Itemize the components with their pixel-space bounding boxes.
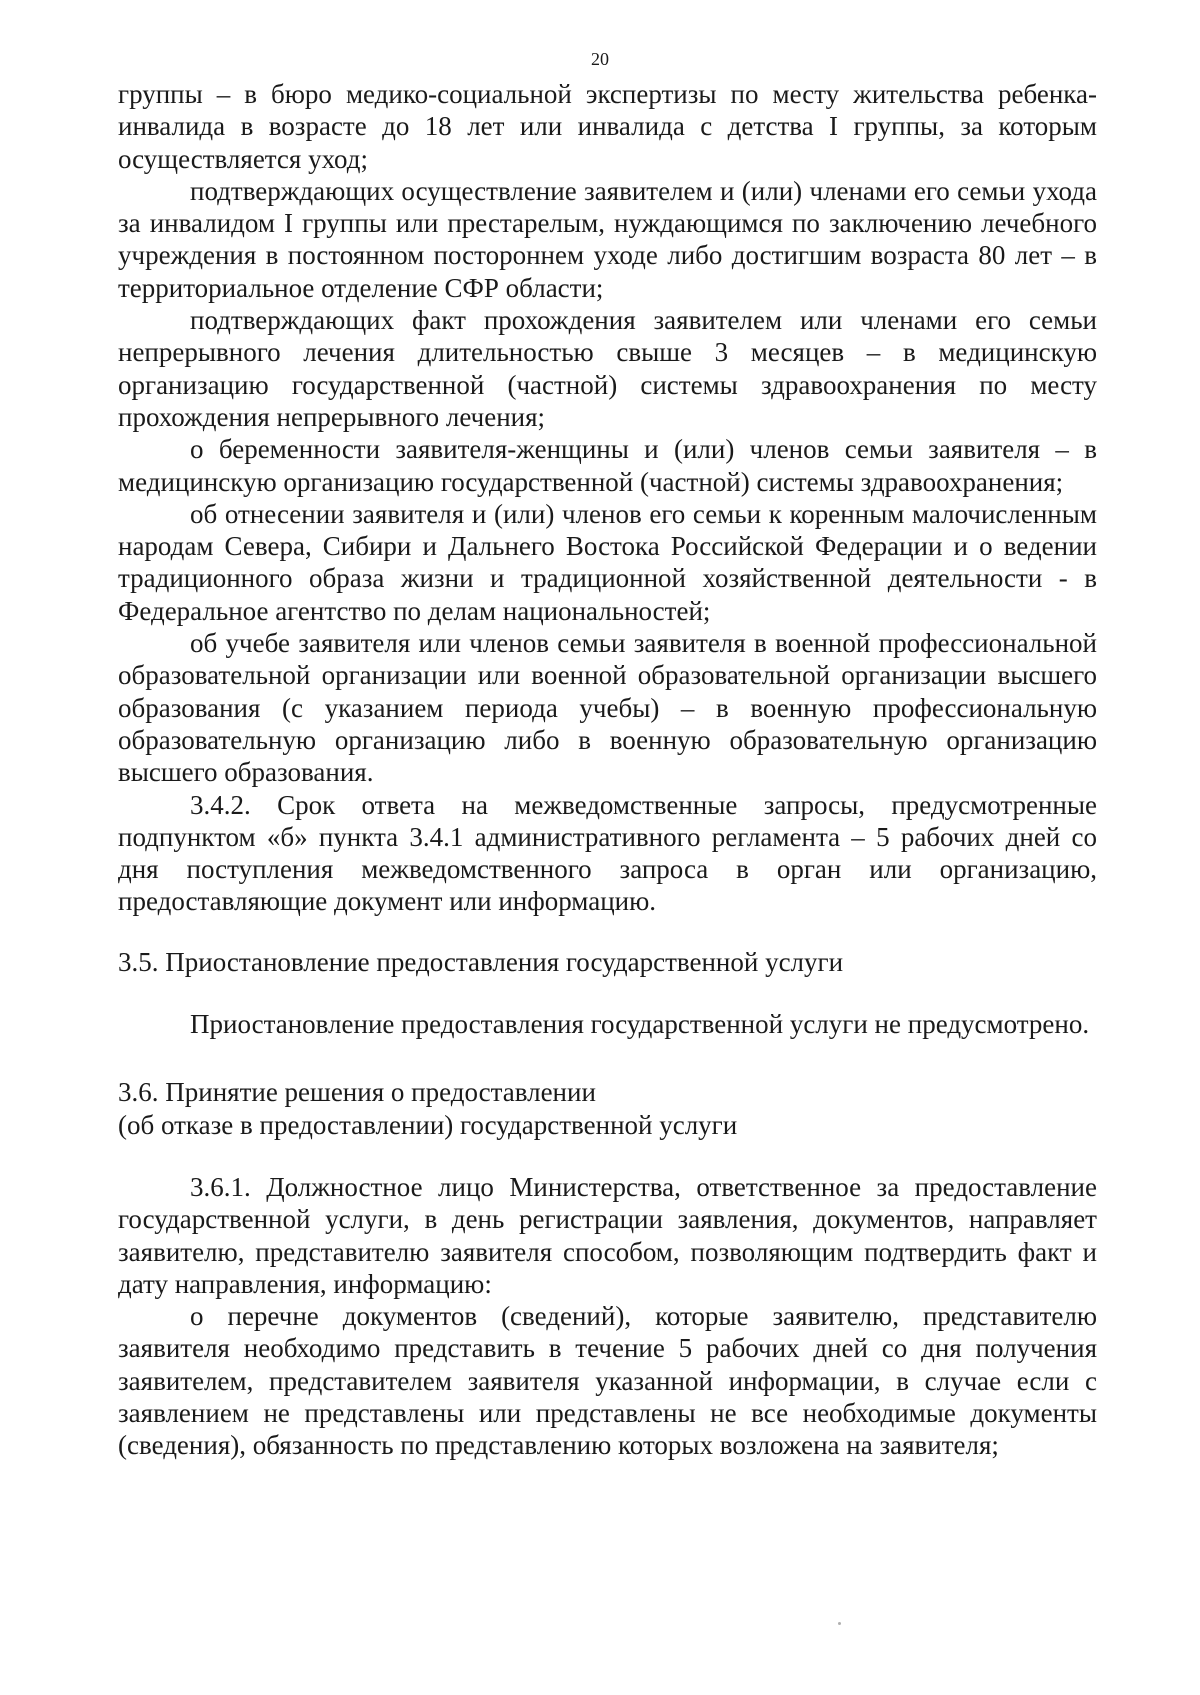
paragraph-response-deadline: 3.4.2. Срок ответа на межведомственные запросы, предусмотренные подпунктом «б» пункта 3.4.1 административного регламента – 5 рабочих дней со дня поступления межведомственного запроса в орган или организацию, предоставляющие документ или информацию. <box>118 789 1097 917</box>
page-number: 20 <box>591 49 609 69</box>
paragraph-military-education: об учебе заявителя или членов семьи заявителя в военной профессиональной образовательной организации или военной образовательной организации высшего образования (с указанием периода учебы) – в военную профессиональную образовательную организацию либо в военную образовательную организацию высшего образования. <box>118 628 1097 788</box>
paragraph-care-confirmation: подтверждающих осуществление заявителем и (или) членами его семьи ухода за инвалидом I группы или престарелым, нуждающимся по заключению лечебного учреждения в постоянном постороннем уходе либо достигшим возраста 80 лет – в территориальное отделение СФР области; <box>118 175 1097 303</box>
paragraph-treatment-confirmation: подтверждающих факт прохождения заявителем или членами его семьи непрерывного лечения длительностью свыше 3 месяцев – в медицинскую организацию государственной (частной) системы здравоохранения по месту прохождения непрерывного лечения; <box>118 305 1097 432</box>
paragraph-3-6-1: 3.6.1. Должностное лицо Министерства, ответственное за предоставление государственной услуги, в день регистрации заявления, документов, направляет заявителю, представителю заявителя способом, позволяющим подтвердить факт и дату направления, информацию: <box>118 1171 1097 1299</box>
section-heading-3-5 <box>118 946 1097 978</box>
section-heading-3-6-line2: (об отказе в предоставлении) государственной услуги <box>118 1109 738 1140</box>
paragraph-suspension: Приостановление предоставления государственной услуги не предусмотрено. <box>190 1009 1090 1040</box>
paragraph-continuation: группы – в бюро медико-социальной экспертизы по месту жительства ребенка-инвалида в возрасте до 18 лет или инвалида с детства I группы, за которым осуществляется уход; <box>118 79 1097 174</box>
paragraph-indigenous-peoples: об отнесении заявителя и (или) членов его семьи к коренным малочисленным народам Севера, Сибири и Дальнего Востока Российской Федерации и о ведении традиционного образа жизни и традиционной хозяйственной деятельности - в Федеральное агентство по делам национальностей; <box>118 498 1097 626</box>
section-heading-3-5-text: 3.5. Приостановление предоставления государственной услуги <box>118 946 844 977</box>
paragraph-document-list: о перечне документов (сведений), которые заявителю, представителю заявителя необходимо представить в течение 5 рабочих дней со дня получения заявителем, представителем заявителя указанной информации, в случае если с заявлением не представлены или представлены не все необходимые документы (сведения), обязанность по представлению которых возложена на заявителя; <box>118 1301 1097 1461</box>
paragraph-pregnancy: о беременности заявителя-женщины и (или) членов семьи заявителя – в медицинскую организацию государственной (частной) системы здравоохранения; <box>118 434 1097 497</box>
section-heading-3-6 <box>118 1076 1097 1141</box>
section-heading-3-6-line1: 3.6. Принятие решения о предоставлении <box>118 1077 596 1108</box>
scan-speck <box>838 1622 841 1625</box>
document-body <box>118 78 1097 1462</box>
